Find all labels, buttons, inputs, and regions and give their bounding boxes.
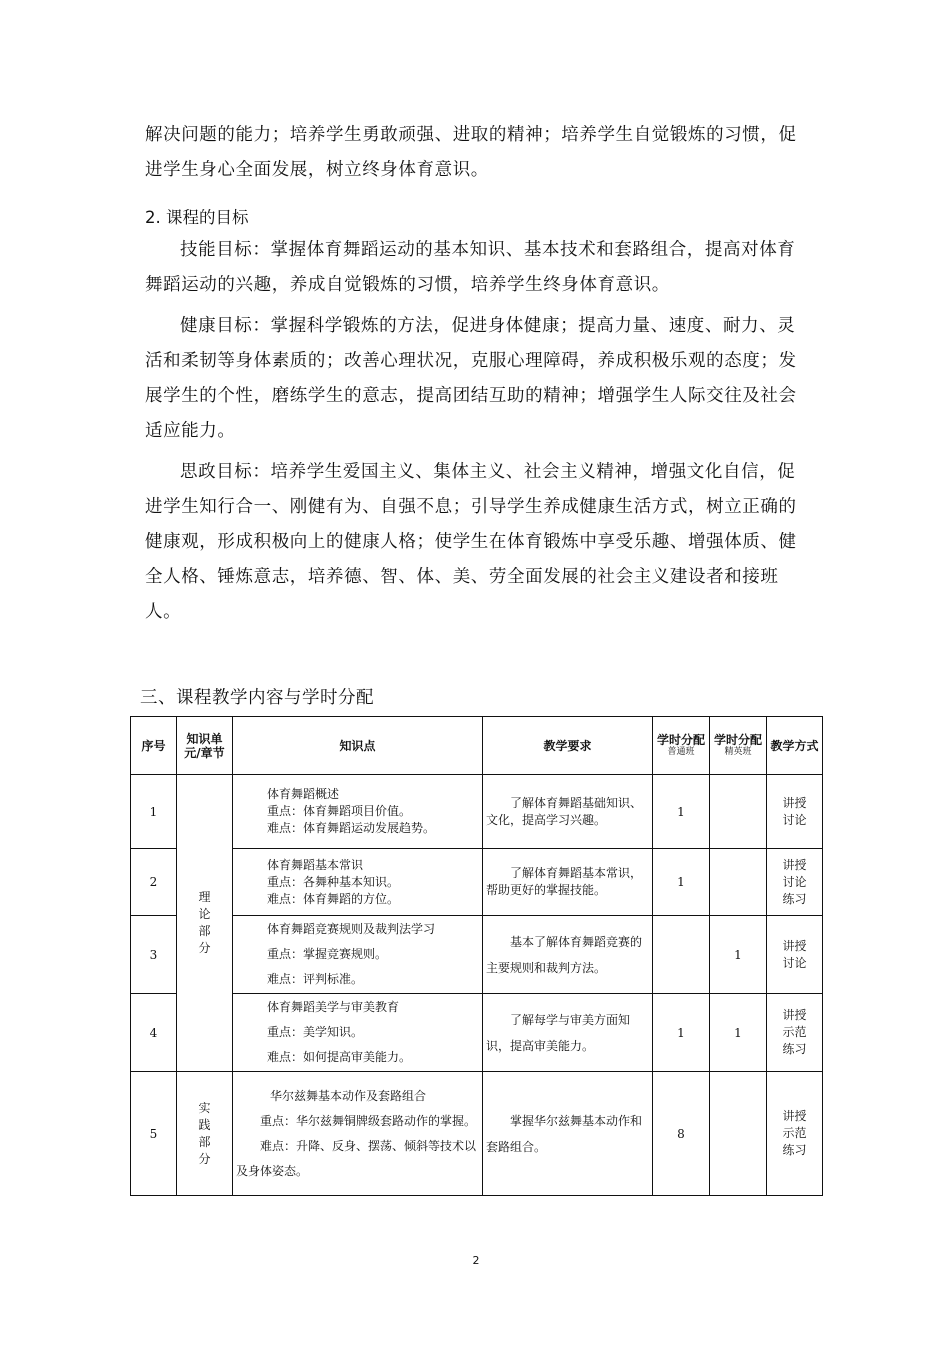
- unit-practice: 实 践 部 分: [177, 1072, 233, 1196]
- curriculum-table: [130, 716, 823, 1196]
- table-header-row: [131, 717, 823, 775]
- knowledge-points: 体育舞蹈竞赛规则及裁判法学习 重点：掌握竞赛规则。 难点：评判标准。: [233, 916, 483, 994]
- teaching-requirement: 基本了解体育舞蹈竞赛的主要规则和裁判方法。: [483, 916, 653, 994]
- header-hours-normal: [653, 717, 710, 775]
- hours-normal: 1: [653, 775, 710, 849]
- intro-paragraph: 解决问题的能力；培养学生勇敢顽强、进取的精神；培养学生自觉锻炼的习惯，促进学生身心全面发展，树立终身体育意识。: [145, 125, 797, 180]
- teaching-method: 讲授 讨论 练习: [767, 849, 823, 916]
- hours-elite: 1: [710, 916, 767, 994]
- header-hours-normal-sub: 普通班: [667, 747, 695, 757]
- hours-elite: [710, 1072, 767, 1196]
- row-no: 5: [131, 1072, 177, 1196]
- hours-elite: [710, 775, 767, 849]
- table-row: [131, 1072, 823, 1196]
- row-no: 1: [131, 775, 177, 849]
- row-no: 2: [131, 849, 177, 916]
- header-hours-normal-label: 学时分配: [656, 733, 705, 747]
- knowledge-points: 体育舞蹈美学与审美教育 重点：美学知识。 难点：如何提高审美能力。: [233, 994, 483, 1072]
- header-hours-elite-sub: 精英班: [724, 747, 752, 757]
- header-method: 教学方式: [767, 717, 823, 775]
- hours-normal: 1: [653, 849, 710, 916]
- table-row: [131, 775, 823, 849]
- table-row: [131, 916, 823, 994]
- knowledge-points: 体育舞蹈概述 重点：体育舞蹈项目价值。 难点：体育舞蹈运动发展趋势。: [233, 775, 483, 849]
- header-no: 序号: [131, 717, 177, 775]
- page-number: 2: [472, 1254, 480, 1267]
- teaching-requirement: 了解体育舞蹈基础知识、文化，提高学习兴趣。: [483, 775, 653, 849]
- header-hours-elite: [710, 717, 767, 775]
- teaching-method: 讲授 讨论: [767, 916, 823, 994]
- teaching-method: 讲授 示范 练习: [767, 1072, 823, 1196]
- row-no: 3: [131, 916, 177, 994]
- teaching-method: 讲授 示范 练习: [767, 994, 823, 1072]
- table-row: [131, 849, 823, 916]
- teaching-requirement: 了解体育舞蹈基本常识，帮助更好的掌握技能。: [483, 849, 653, 916]
- header-req: 教学要求: [483, 717, 653, 775]
- hours-normal: 8: [653, 1072, 710, 1196]
- teaching-requirement: 掌握华尔兹舞基本动作和套路组合。: [483, 1072, 653, 1196]
- header-hours-elite-label: 学时分配: [713, 733, 762, 747]
- ideology-goal-paragraph: 思政目标：培养学生爱国主义、集体主义、社会主义精神，增强文化自信，促进学生知行合一、刚健有为、自强不息；引导学生养成健康生活方式，树立正确的健康观，形成积极向上的健康人格；使学生在体育锻炼中享受乐趣、增强体质、健全人格、锤炼意志，培养德、智、体、美、劳全面发展的社会主义建设者和接班人。: [145, 462, 797, 622]
- health-goal-paragraph: 健康目标：掌握科学锻炼的方法，促进身体健康；提高力量、速度、耐力、灵活和柔韧等身体素质的；改善心理状况，克服心理障碍，养成积极乐观的态度；发展学生的个性，磨练学生的意志，提高团结互助的精神；增强学生人际交往及社会适应能力。: [145, 316, 797, 441]
- unit-theory: 理 论 部 分: [177, 775, 233, 1072]
- hours-normal: [653, 916, 710, 994]
- teaching-requirement: 了解每学与审美方面知识，提高审美能力。: [483, 994, 653, 1072]
- table-row: [131, 994, 823, 1072]
- hours-elite: [710, 849, 767, 916]
- hours-elite: 1: [710, 994, 767, 1072]
- hours-normal: 1: [653, 994, 710, 1072]
- goals-heading: 2. 课程的目标: [145, 208, 249, 227]
- teaching-method: 讲授 讨论: [767, 775, 823, 849]
- section-title: 三、课程教学内容与学时分配: [140, 688, 374, 708]
- header-points: 知识点: [233, 717, 483, 775]
- row-no: 4: [131, 994, 177, 1072]
- knowledge-points: 华尔兹舞基本动作及套路组合 重点：华尔兹舞铜牌级套路动作的掌握。 难点：升降、反身、摆荡、倾斜等技术以及身体姿态。: [233, 1072, 483, 1196]
- header-unit: 知识单元/章节: [177, 717, 233, 775]
- knowledge-points: 体育舞蹈基本常识 重点：各舞种基本知识。 难点：体育舞蹈的方位。: [233, 849, 483, 916]
- skill-goal-paragraph: 技能目标：掌握体育舞蹈运动的基本知识、基本技术和套路组合，提高对体育舞蹈运动的兴趣，养成自觉锻炼的习惯，培养学生终身体育意识。: [145, 240, 796, 295]
